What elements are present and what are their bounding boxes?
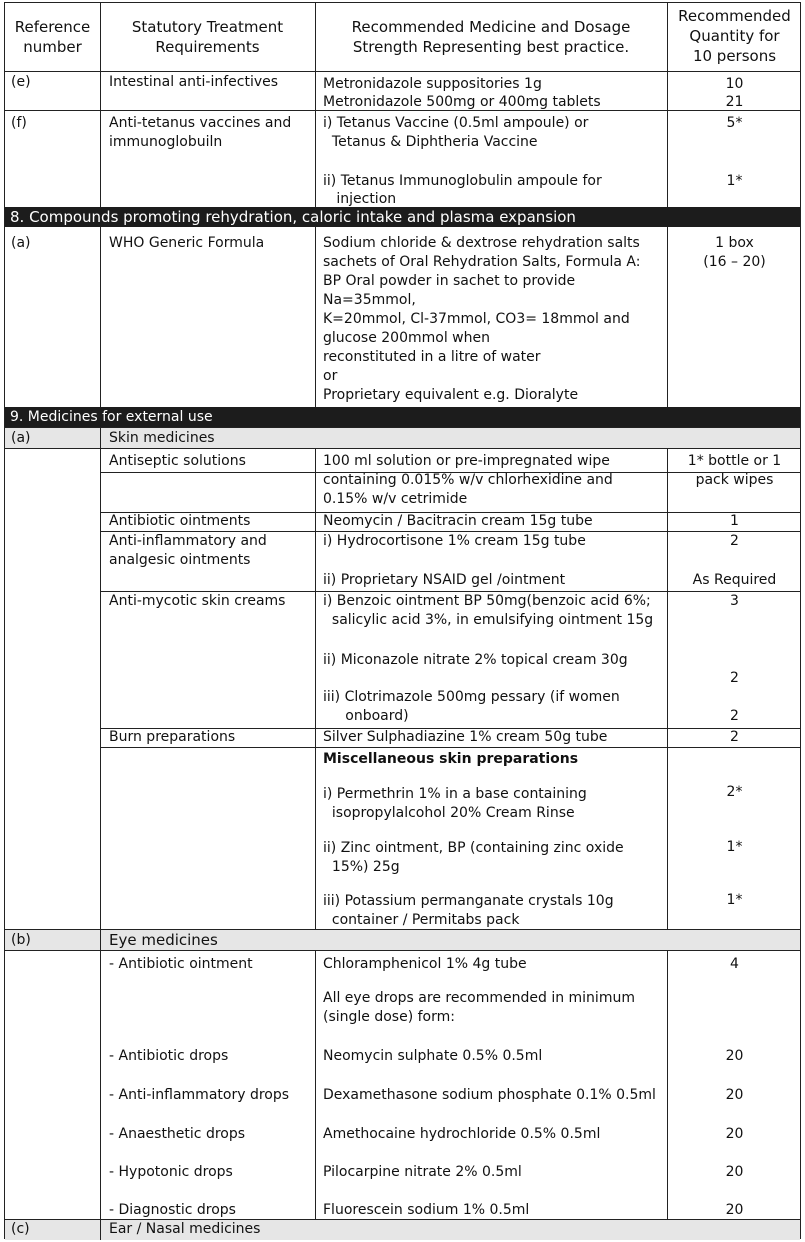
qty-line: 21 <box>725 94 744 110</box>
header-line: Strength Representing best practice. <box>352 38 630 56</box>
eye-ref: (b) <box>11 932 31 948</box>
eye-med-1: Neomycin sulphate 0.5% 0.5ml <box>323 1048 543 1064</box>
eye-req-1: - Antibiotic drops <box>109 1048 229 1064</box>
misc-qty-2: 1* <box>726 839 743 855</box>
eye-med-2: Dexamethasone sodium phosphate 0.1% 0.5ml <box>323 1087 656 1103</box>
antiinflam-qty-1: 2 <box>730 533 739 549</box>
section-8-band <box>5 207 800 227</box>
row-divider <box>100 747 800 748</box>
burn-qty: 2 <box>730 729 739 745</box>
med-line: iii) Clotrimazole 500mg pessary (if women <box>323 689 620 705</box>
header-line: Quantity for <box>689 27 780 45</box>
eye-qty-2: 20 <box>725 1087 744 1103</box>
antimycotic-med-2: ii) Miconazole nitrate 2% topical cream 30g <box>323 652 628 668</box>
misc-heading: Miscellaneous skin preparations <box>323 751 579 767</box>
header-line: Recommended <box>678 7 791 25</box>
col-divider-2 <box>315 449 316 929</box>
row-f-med-1 <box>323 114 588 152</box>
antimycotic-med-3 <box>323 688 620 726</box>
header-line: Requirements <box>155 38 260 56</box>
eye-qty-5: 20 <box>725 1202 744 1218</box>
antiinflam-med-2: ii) Proprietary NSAID gel /ointment <box>323 572 566 588</box>
header-line: Reference <box>14 18 91 36</box>
row-8a-req: WHO Generic Formula <box>109 235 265 251</box>
antimycotic-req: Anti-mycotic skin creams <box>109 593 286 609</box>
row-f-qty-1: 5* <box>726 115 743 131</box>
ear-medicines-band <box>5 1219 800 1240</box>
antiinflam-qty-2: As Required <box>692 572 777 588</box>
row-8a-qty <box>667 234 802 272</box>
req-line: Anti-tetanus vaccines and <box>109 115 292 131</box>
col-divider-1 <box>100 227 101 407</box>
qty-line: 10 <box>725 76 744 92</box>
qty-line: pack wipes <box>695 472 774 488</box>
col-divider-1 <box>100 449 101 929</box>
row-f-med-2 <box>323 172 602 208</box>
med-line: i) Tetanus Vaccine (0.5ml ampoule) or <box>323 115 589 131</box>
med-line: Tetanus & Diphtheria Vaccine <box>331 134 538 150</box>
row-f-qty-2: 1* <box>726 173 743 189</box>
qty-line: 1* bottle or 1 <box>687 453 782 469</box>
eye-req-5: - Diagnostic drops <box>109 1202 236 1218</box>
row-8a-ref: (a) <box>11 235 31 251</box>
skin-label: Skin medicines <box>109 430 215 446</box>
row-divider <box>5 71 800 72</box>
eye-req-2: - Anti-inflammatory drops <box>109 1087 290 1103</box>
row-8a-med <box>323 234 640 405</box>
col-divider-1 <box>100 929 101 951</box>
med-line: isopropylalcohol 20% Cream Rinse <box>331 805 575 821</box>
qty-line: (16 – 20) <box>703 254 766 270</box>
med-line: reconstituted in a litre of water <box>323 349 541 365</box>
ear-ref: (c) <box>11 1221 30 1237</box>
burn-req: Burn preparations <box>109 729 236 745</box>
med-line: iii) Potassium permanganate crystals 10g <box>323 893 614 909</box>
header-line: Statutory Treatment <box>131 18 284 36</box>
req-line: analgesic ointments <box>109 552 251 568</box>
med-line: 100 ml solution or pre-impregnated wipe <box>323 453 610 469</box>
eye-med-3: Amethocaine hydrochloride 0.5% 0.5ml <box>323 1126 601 1142</box>
header-line: 10 persons <box>692 47 777 65</box>
med-line: 0.15% w/v cetrimide <box>323 491 468 507</box>
header-quantity <box>667 6 802 66</box>
ear-label: Ear / Nasal medicines <box>109 1221 261 1237</box>
row-e-qty <box>667 75 802 111</box>
header-requirements <box>100 17 315 57</box>
section-9-band <box>5 407 800 427</box>
med-line: 15%) 25g <box>331 859 400 875</box>
col-divider-2 <box>315 227 316 407</box>
eye-medicines-band <box>5 929 800 951</box>
med-line: or <box>323 368 338 384</box>
med-line: injection <box>336 191 397 207</box>
antiseptic-req: Antiseptic solutions <box>109 453 246 469</box>
header-line: number <box>23 38 82 56</box>
section-9-title: 9. Medicines for external use <box>10 409 213 425</box>
header-reference <box>5 17 100 57</box>
antimycotic-med-1 <box>323 592 653 630</box>
col-divider-1 <box>100 951 101 1219</box>
eye-req-0: - Antibiotic ointment <box>109 956 253 972</box>
skin-medicines-band <box>5 427 800 449</box>
misc-qty-3: 1* <box>726 892 743 908</box>
row-e-med <box>323 75 601 111</box>
row-f-ref: (f) <box>11 115 27 131</box>
med-line: onboard) <box>345 708 409 724</box>
col-divider-2 <box>315 951 316 1219</box>
eye-label: Eye medicines <box>109 931 218 949</box>
med-line: ii) Tetanus Immunoglobulin ampoule for <box>323 173 602 189</box>
req-line: Anti-inflammatory and <box>109 533 267 549</box>
misc-med-1 <box>323 785 587 823</box>
eye-med-0: Chloramphenicol 1% 4g tube <box>323 956 527 972</box>
antibiotic-med: Neomycin / Bacitracin cream 15g tube <box>323 513 593 529</box>
antimycotic-qty-2: 2 <box>730 670 739 686</box>
note-line: (single dose) form: <box>323 1009 455 1025</box>
section-8-title: 8. Compounds promoting rehydration, caloric intake and plasma expansion <box>10 208 576 226</box>
antimycotic-qty-3: 2 <box>730 708 739 724</box>
row-f-req <box>109 114 291 152</box>
row-e-req: Intestinal anti-infectives <box>109 74 279 90</box>
col-divider-1 <box>100 427 101 449</box>
header-medicine <box>315 17 667 57</box>
eye-qty-1: 20 <box>725 1048 744 1064</box>
misc-med-2 <box>323 839 624 877</box>
eye-qty-3: 20 <box>725 1126 744 1142</box>
antibiotic-req: Antibiotic ointments <box>109 513 251 529</box>
note-line: All eye drops are recommended in minimum <box>323 990 635 1006</box>
antiinflam-med-1: i) Hydrocortisone 1% cream 15g tube <box>323 533 586 549</box>
eye-qty-0: 4 <box>730 956 739 972</box>
antiinflam-req <box>109 532 267 570</box>
skin-ref: (a) <box>11 430 31 446</box>
med-line: salicylic acid 3%, in emulsifying ointment 15g <box>331 612 654 628</box>
col-divider-1 <box>100 1219 101 1240</box>
misc-med-3 <box>323 892 614 930</box>
burn-med: Silver Sulphadiazine 1% cream 50g tube <box>323 729 608 745</box>
eye-med-4: Pilocarpine nitrate 2% 0.5ml <box>323 1164 522 1180</box>
med-line: ii) Zinc ointment, BP (containing zinc oxide <box>323 840 624 856</box>
req-line: immunoglobuiln <box>109 134 223 150</box>
medicine-table <box>4 2 801 1239</box>
med-line: Metronidazole suppositories 1g <box>323 76 542 92</box>
med-line: K=20mmol, Cl-37mmol, CO3= 18mmol and <box>323 311 630 327</box>
med-line: Na=35mmol, <box>323 292 416 308</box>
med-line: containing 0.015% w/v chlorhexidine and <box>323 472 613 488</box>
med-line: i) Benzoic ointment BP 50mg(benzoic acid 6%; <box>323 593 651 609</box>
med-line: sachets of Oral Rehydration Salts, Formula A: <box>323 254 641 270</box>
med-line: glucose 200mmol when <box>323 330 490 346</box>
med-line: i) Permethrin 1% in a base containing <box>323 786 587 802</box>
row-e-ref: (e) <box>11 74 31 90</box>
med-line: Proprietary equivalent e.g. Dioralyte <box>323 387 579 403</box>
med-line: Metronidazole 500mg or 400mg tablets <box>323 94 601 110</box>
eye-qty-4: 20 <box>725 1164 744 1180</box>
antimycotic-qty-1: 3 <box>730 593 739 609</box>
eye-req-4: - Hypotonic drops <box>109 1164 233 1180</box>
header-line: Recommended Medicine and Dosage <box>351 18 631 36</box>
med-line: BP Oral powder in sachet to provide <box>323 273 576 289</box>
antiseptic-qty <box>667 452 802 490</box>
med-line: container / Permitabs pack <box>331 912 520 928</box>
eye-note <box>323 989 635 1027</box>
misc-qty-1: 2* <box>726 784 743 800</box>
antiseptic-med <box>323 452 613 509</box>
med-line: Sodium chloride & dextrose rehydration salts <box>323 235 640 251</box>
eye-req-3: - Anaesthetic drops <box>109 1126 246 1142</box>
qty-line: 1 box <box>715 235 754 251</box>
antibiotic-qty: 1 <box>730 513 739 529</box>
eye-med-5: Fluorescein sodium 1% 0.5ml <box>323 1202 530 1218</box>
